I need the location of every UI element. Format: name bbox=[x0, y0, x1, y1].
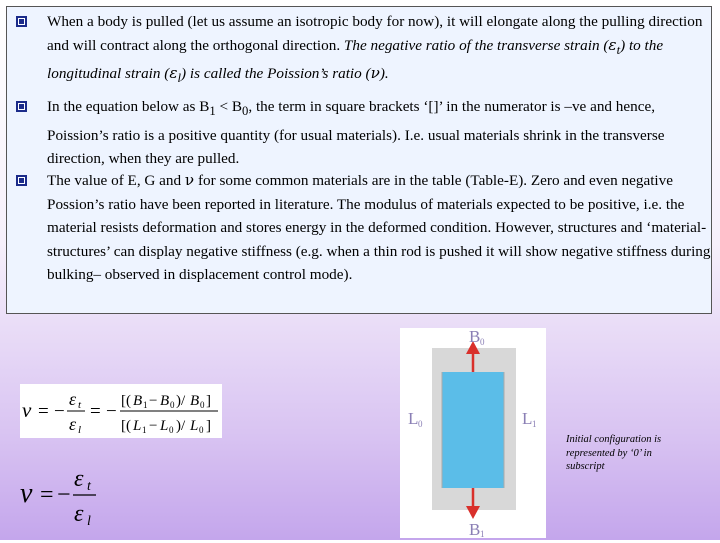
svg-text:=: = bbox=[40, 482, 54, 508]
arrow-down-icon bbox=[466, 506, 480, 519]
svg-text:[(: [( bbox=[121, 393, 131, 409]
svg-text:0: 0 bbox=[480, 337, 485, 347]
numerator-expression bbox=[121, 393, 211, 410]
deformation-diagram bbox=[400, 328, 546, 538]
bullet-item-poisson-definition bbox=[13, 10, 711, 91]
svg-text:ε: ε bbox=[74, 501, 84, 527]
figure-caption: Initial configuration is represented by ‘0’ in subscript bbox=[566, 434, 662, 472]
bullet-text: The value of E, G and ν for some common materials are in the table (Table-E). Zero and even negative Possion’s ratio have been reported in literature. The modulus of materials expected to be positive, i.e. the material resists deformation and stores energy in the deformed condition. However, structures and ‘material-structures’ can display negative stiffness (e.g. when a thin rod is pushed it will show negative stiffness during bulking– observed in displacement control mode). bbox=[47, 171, 711, 283]
denominator-expression bbox=[121, 418, 211, 435]
svg-text:ε: ε bbox=[69, 389, 77, 409]
bullet-item-common-materials bbox=[13, 169, 711, 287]
svg-text:ε: ε bbox=[69, 414, 77, 434]
svg-text:1: 1 bbox=[480, 529, 485, 538]
svg-text:l: l bbox=[78, 424, 82, 436]
bullet-square-icon bbox=[16, 175, 27, 186]
svg-text:)/: )/ bbox=[176, 418, 186, 434]
svg-text:B: B bbox=[160, 393, 170, 409]
svg-text:1: 1 bbox=[142, 425, 147, 435]
svg-text:−: − bbox=[106, 401, 117, 422]
svg-text:=: = bbox=[38, 401, 49, 422]
svg-text:L: L bbox=[190, 418, 199, 434]
poisson-ratio-full-equation bbox=[20, 384, 222, 438]
label-b1: B bbox=[469, 520, 481, 538]
svg-text:B: B bbox=[190, 393, 200, 409]
svg-text:0: 0 bbox=[199, 425, 204, 435]
bullet-text: In the equation below as $B_1 < B_0$, the term in square brackets ‘[]’ in the numerator is –ve and hence, Poission’s ratio is a positive quantity (for usual materials). I.e. usual materials shrink in the transverse direction, when they are pulled. bbox=[47, 98, 665, 168]
svg-text:=: = bbox=[90, 401, 101, 422]
svg-text:t: t bbox=[87, 479, 91, 494]
bullet-text: When a body is pulled (let us assume an isotropic body for now), it will elongate along the pulling direction and will contract along the orthogonal direction. The negative ratio of the transverse strain $(\varepsilon_t)$ to the longitudinal strain $(\varepsilon_l)$ is called the Poission’s ratio (ν). bbox=[47, 13, 703, 86]
svg-text:0: 0 bbox=[200, 400, 205, 410]
svg-text:1: 1 bbox=[143, 400, 148, 410]
svg-text:0: 0 bbox=[170, 400, 175, 410]
svg-text:l: l bbox=[87, 514, 91, 528]
svg-text:0: 0 bbox=[169, 425, 174, 435]
label-l1: L bbox=[522, 409, 533, 428]
bullet-item-square-brackets bbox=[13, 95, 711, 171]
svg-text:L: L bbox=[160, 418, 169, 434]
svg-text:0: 0 bbox=[418, 419, 423, 429]
svg-text:]: ] bbox=[206, 418, 211, 434]
svg-text:[(: [( bbox=[121, 418, 131, 434]
label-b0: B bbox=[469, 328, 481, 346]
svg-text:ν: ν bbox=[20, 478, 33, 509]
svg-text:t: t bbox=[78, 399, 82, 411]
svg-text:−: − bbox=[149, 418, 158, 434]
bullet-square-icon bbox=[16, 101, 27, 112]
deformed-shape bbox=[442, 372, 504, 488]
svg-text:]: ] bbox=[206, 393, 211, 409]
svg-text:−: − bbox=[149, 393, 158, 409]
nu-symbol: ν bbox=[22, 398, 32, 422]
svg-text:ε: ε bbox=[74, 466, 84, 492]
text-box bbox=[6, 6, 712, 314]
poisson-ratio-short-equation bbox=[18, 462, 108, 528]
svg-text:1: 1 bbox=[532, 419, 537, 429]
bullet-square-icon bbox=[16, 16, 27, 27]
svg-text:−: − bbox=[57, 482, 71, 508]
svg-text:)/: )/ bbox=[176, 393, 186, 409]
svg-text:−: − bbox=[54, 401, 65, 422]
svg-text:B: B bbox=[133, 393, 143, 409]
label-l0: L bbox=[408, 409, 419, 428]
svg-text:L: L bbox=[133, 418, 142, 434]
